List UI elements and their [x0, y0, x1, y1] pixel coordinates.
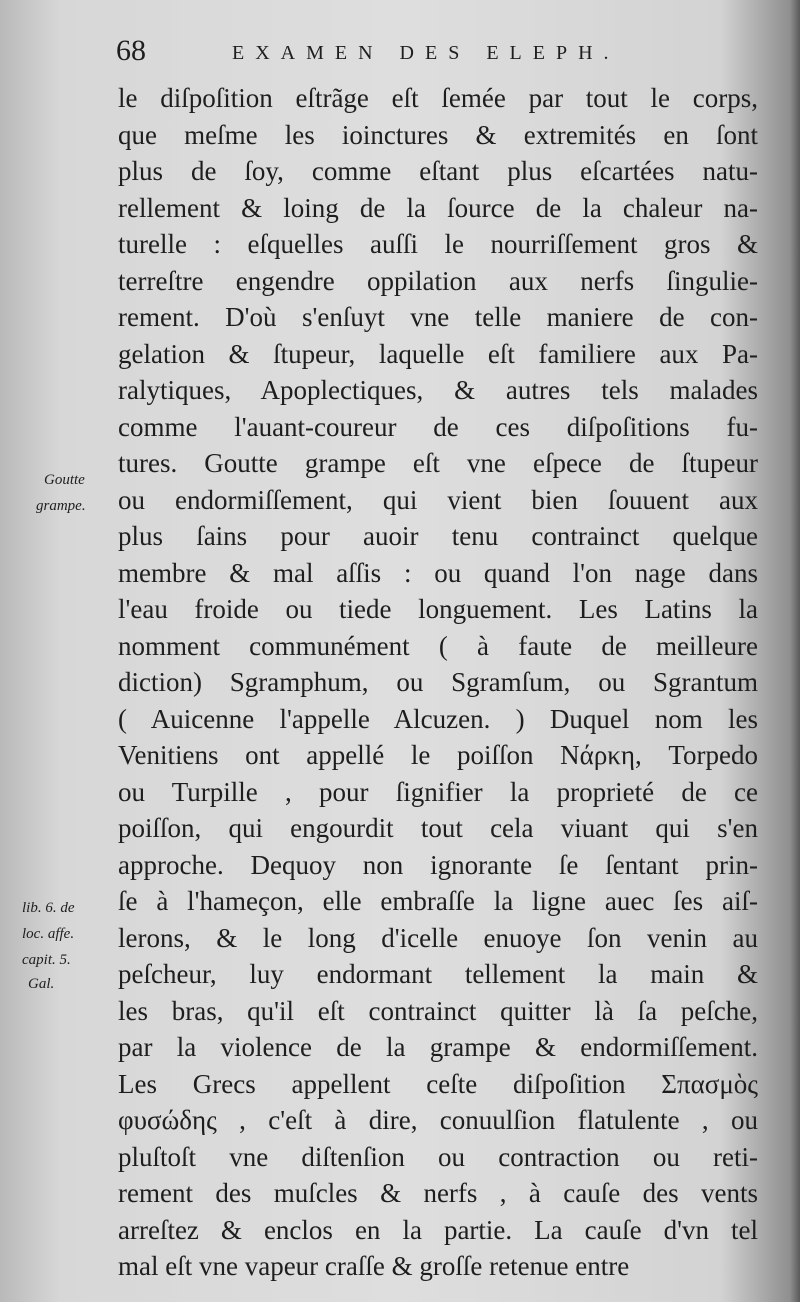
margin-note: Goutte [44, 472, 85, 488]
text-line: pluſtoſt vne diſtenſion ou contraction ou reti- [118, 1141, 758, 1172]
text-line: terreſtre engendre oppilation aux nerfs ſingulie- [118, 265, 758, 296]
text-line: ou endormiſſement, qui vient bien ſouuent aux [118, 484, 758, 515]
text-line: approche. Dequoy non ignorante ſe ſentant prin- [118, 849, 758, 880]
text-line: peſcheur, luy endormant tellement la main & [118, 959, 758, 989]
text-line: l'eau froide ou tiede longuement. Les Latins la [118, 594, 758, 624]
text-line: ( Auicenne l'appelle Alcuzen. ) Duquel nom les [118, 703, 758, 734]
text-line: comme l'auant-coureur de ces diſpoſitions fu- [118, 411, 758, 442]
text-line: rement. D'où s'enſuyt vne telle maniere de con- [118, 302, 758, 332]
margin-note: loc. affe. [22, 926, 75, 942]
text-line: ſe à l'hameçon, elle embraſſe la ligne auec ſes aiſ- [118, 886, 758, 916]
text-line: arreſtez & enclos en la partie. La cauſe d'vn tel [118, 1214, 758, 1245]
text-line: lerons, & le long d'icelle enuoye ſon venin au [118, 922, 758, 953]
text-line: diction) Sgramphum, ou Sgramſum, ou Sgrantum [118, 667, 758, 697]
text-line: que meſme les ioinctures & extremités en ſont [118, 119, 758, 150]
text-line: mal eſt vne vapeur craſſe & groſſe retenue entre [118, 1251, 630, 1281]
text-line: membre & mal aſſis : ou quand l'on nage dans [118, 557, 758, 588]
text-line: plus de ſoy, comme eſtant plus eſcartées natu- [118, 156, 758, 186]
running-head-title: EXAMEN DES ELEPH. [232, 42, 620, 64]
text-line: turelle : eſquelles auſſi le nourriſſement gros & [118, 229, 758, 259]
margin-note: grampe. [36, 498, 86, 514]
text-line: rement des muſcles & nerfs , à cauſe des vents [118, 1178, 758, 1208]
text-line: plus ſains pour auoir tenu contrainct quelque [118, 521, 758, 551]
text-line: ralytiques, Apoplectiques, & autres tels malades [118, 375, 758, 405]
text-line: poiſſon, qui engourdit tout cela viuant qui s'en [118, 813, 758, 843]
text-line: tures. Goutte grampe eſt vne eſpece de ſtupeur [118, 448, 758, 478]
page-number: 68 [116, 34, 146, 67]
text-line: gelation & ſtupeur, laquelle eſt familiere aux Pa- [118, 338, 758, 369]
body-text [118, 80, 758, 1285]
text-line: le diſpoſition eſtrãge eſt ſemée par tout le corps, [118, 83, 758, 113]
text-line: par la violence de la grampe & endormiſſement. [118, 1032, 758, 1062]
text-line: Les Grecs appellent ceſte diſpoſition Σπασμὸς [118, 1068, 758, 1099]
margin-note: Gal. [28, 976, 55, 992]
running-head [0, 34, 800, 74]
margin-note: capit. 5. [22, 952, 71, 968]
text-line: les bras, qu'il eſt contrainct quitter là ſa peſche, [118, 995, 758, 1026]
margin-note: lib. 6. de [22, 900, 75, 916]
text-line: ou Turpille , pour ſignifier la proprieté de ce [118, 776, 758, 807]
text-line: nomment communément ( à faute de meilleure [118, 630, 758, 661]
text-line: rellement & loing de la ſource de la chaleur na- [118, 192, 758, 223]
text-line: φυσώδης , c'eſt à dire, conuulſion flatulente , ou [118, 1105, 758, 1135]
text-line: Venitiens ont appellé le poiſſon Νάρκη, Torpedo [118, 740, 758, 770]
